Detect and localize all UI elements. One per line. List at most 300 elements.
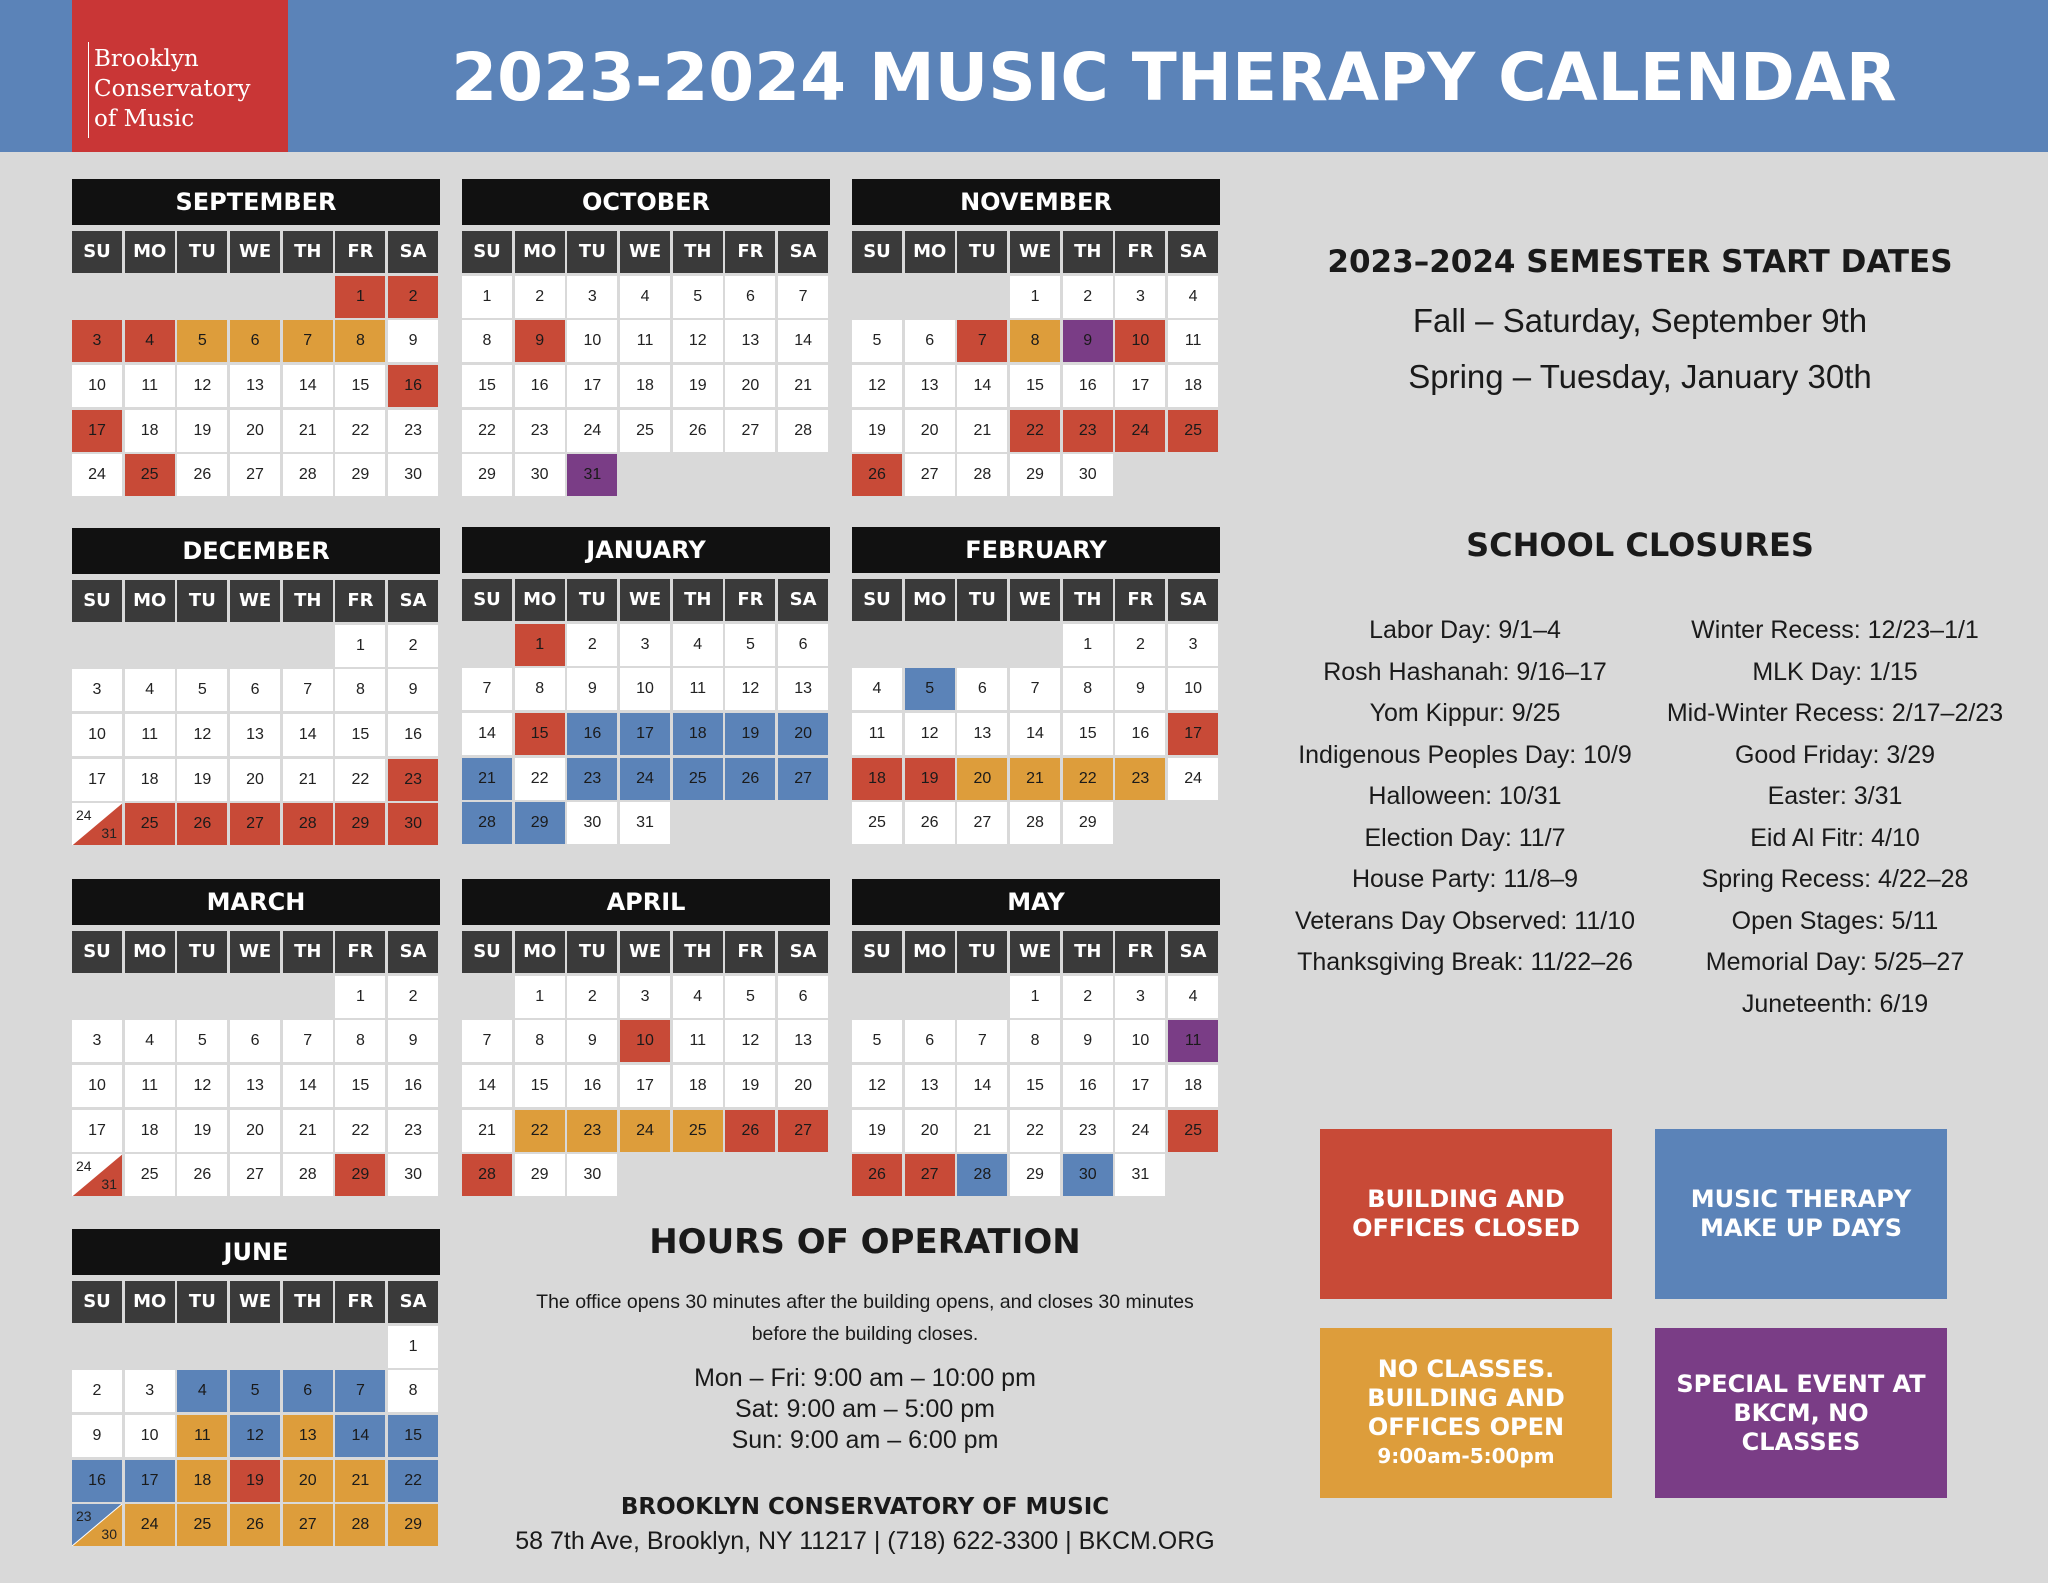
day-cell: 27 [230, 1154, 280, 1196]
closure-item: Spring Recess: 4/22–28 [1701, 865, 1969, 893]
day-cell: 2 [567, 976, 617, 1018]
month-june [72, 1229, 440, 1546]
day-cell: 8 [462, 320, 512, 362]
day-cell: 25 [852, 802, 902, 844]
day-cell: 21 [462, 758, 512, 800]
day-cell: 10 [1115, 320, 1165, 362]
weekday-header: FR [725, 579, 775, 621]
day-cell: 29 [335, 803, 385, 845]
day-cell: 19 [673, 365, 723, 407]
day-cell: 5 [177, 320, 227, 362]
day-cell: 26 [725, 1110, 775, 1152]
legend-no-classes-hours: 9:00am-5:00pm [1377, 1444, 1555, 1468]
weekday-header: TH [283, 1281, 333, 1323]
closure-item: Memorial Day: 5/25–27 [1705, 948, 1965, 976]
day-cell: 4 [125, 320, 175, 362]
day-cell: 9 [567, 1020, 617, 1062]
empty-cell [905, 976, 955, 1018]
day-cell: 5 [852, 320, 902, 362]
day-cell: 15 [1010, 365, 1060, 407]
day-cell: 21 [283, 759, 333, 801]
weekday-header: MO [905, 579, 955, 621]
empty-cell [72, 976, 122, 1018]
day-cell: 25 [125, 1154, 175, 1196]
day-cell: 17 [125, 1460, 175, 1502]
day-cell: 27 [778, 1110, 828, 1152]
day-cell: 13 [230, 714, 280, 756]
day-cell: 20 [283, 1460, 333, 1502]
day-cell: 3 [620, 624, 670, 666]
month-name: MAY [852, 879, 1220, 925]
closure-item: Good Friday: 3/29 [1734, 740, 1936, 769]
weekday-header: TH [1063, 931, 1113, 973]
empty-cell [125, 976, 175, 1018]
weekday-header: SA [778, 231, 828, 273]
day-cell: 20 [905, 1110, 955, 1152]
weekday-header: SU [72, 580, 122, 622]
weekday-header: WE [620, 931, 670, 973]
day-cell: 30 [388, 803, 438, 845]
day-cell: 7 [462, 668, 512, 710]
day-cell: 27 [283, 1504, 333, 1546]
empty-cell [852, 276, 902, 318]
closure-item: Indigenous Peoples Day: 10/9 [1298, 740, 1632, 769]
month-march [72, 879, 440, 1196]
day-cell: 7 [957, 1020, 1007, 1062]
day-cell: 2 [515, 276, 565, 318]
day-cell: 9 [1115, 668, 1165, 710]
day-cell: 12 [177, 1065, 227, 1107]
footer-org-name: BROOKLYN CONSERVATORY OF MUSIC [620, 1494, 1110, 1520]
footer-address: 58 7th Ave, Brooklyn, NY 11217 | (718) 622-3300 | BKCM.ORG [515, 1527, 1215, 1555]
weekday-header: SU [852, 231, 902, 273]
empty-cell [177, 1326, 227, 1368]
closures-title: SCHOOL CLOSURES [1466, 526, 1814, 564]
closure-item: House Party: 11/8–9 [1351, 865, 1579, 893]
day-cell: 2 [567, 624, 617, 666]
semester-spring: Spring – Tuesday, January 30th [1408, 358, 1872, 395]
weekday-header: MO [125, 1281, 175, 1323]
day-cell: 17 [567, 365, 617, 407]
day-cell: 28 [283, 1154, 333, 1196]
legend-make-up-label: MUSIC THERAPY MAKE UP DAYS [1690, 1185, 1912, 1242]
weekday-header: MO [125, 231, 175, 273]
day-cell: 5 [230, 1370, 280, 1412]
day-cell: 8 [1010, 1020, 1060, 1062]
weekday-header: SA [778, 931, 828, 973]
month-april [462, 879, 830, 1196]
weekday-header: WE [230, 580, 280, 622]
day-cell: 18 [673, 713, 723, 755]
hours-saturday: Sat: 9:00 am – 5:00 pm [735, 1395, 995, 1423]
month-grid [72, 1281, 440, 1546]
day-cell: 26 [177, 1154, 227, 1196]
day-cell: 12 [852, 365, 902, 407]
empty-cell [905, 276, 955, 318]
day-cell: 13 [778, 1020, 828, 1062]
weekday-header: WE [230, 931, 280, 973]
day-cell: 17 [620, 713, 670, 755]
weekday-header: FR [335, 231, 385, 273]
day-cell: 4 [125, 669, 175, 711]
day-cell: 4 [673, 624, 723, 666]
day-cell: 2 [1063, 276, 1113, 318]
day-cell: 13 [725, 320, 775, 362]
day-cell: 25 [1168, 410, 1218, 452]
day-cell: 19 [177, 410, 227, 452]
day-number: 24 [76, 1158, 92, 1175]
weekday-header: SA [388, 1281, 438, 1323]
day-cell: 26 [905, 802, 955, 844]
day-cell: 19 [725, 713, 775, 755]
day-cell: 13 [230, 1065, 280, 1107]
weekday-header: TU [177, 1281, 227, 1323]
day-cell: 15 [335, 714, 385, 756]
month-may [852, 879, 1220, 1196]
empty-cell [957, 976, 1007, 1018]
day-cell: 24 [1115, 1110, 1165, 1152]
day-cell: 6 [230, 669, 280, 711]
day-cell: 15 [335, 365, 385, 407]
weekday-header: TH [283, 580, 333, 622]
weekday-header: TU [177, 580, 227, 622]
month-name: SEPTEMBER [72, 179, 440, 225]
day-cell: 8 [335, 1020, 385, 1062]
day-cell: 6 [905, 1020, 955, 1062]
weekday-header: SU [462, 579, 512, 621]
day-cell: 20 [778, 713, 828, 755]
day-cell: 23 [1063, 1110, 1113, 1152]
weekday-header: FR [335, 931, 385, 973]
weekday-header: WE [1010, 231, 1060, 273]
empty-cell [283, 625, 333, 667]
day-cell: 21 [283, 410, 333, 452]
day-cell: 3 [72, 669, 122, 711]
day-cell: 23 [567, 1110, 617, 1152]
weekday-header: SU [852, 579, 902, 621]
legend-closed [1320, 1129, 1612, 1299]
day-cell: 30 [388, 1154, 438, 1196]
day-cell: 13 [778, 668, 828, 710]
weekday-header: SA [1168, 231, 1218, 273]
month-november [852, 179, 1220, 496]
day-cell: 16 [72, 1460, 122, 1502]
empty-cell [72, 625, 122, 667]
day-cell: 29 [1063, 802, 1113, 844]
weekday-header: FR [1115, 231, 1165, 273]
weekday-header: TU [567, 231, 617, 273]
day-cell: 31 [620, 802, 670, 844]
day-cell: 18 [177, 1460, 227, 1502]
day-cell: 5 [725, 976, 775, 1018]
day-cell: 8 [335, 320, 385, 362]
day-cell: 29 [515, 802, 565, 844]
semester-fall: Fall – Saturday, September 9th [1412, 302, 1868, 339]
month-grid [72, 931, 440, 1196]
day-cell: 10 [1168, 668, 1218, 710]
logo: Brooklyn Conservatory of Music [72, 0, 288, 152]
day-cell: 26 [725, 758, 775, 800]
day-cell: 14 [283, 1065, 333, 1107]
day-cell: 10 [72, 1065, 122, 1107]
weekday-header: MO [125, 580, 175, 622]
day-cell: 5 [177, 669, 227, 711]
day-cell: 15 [462, 365, 512, 407]
day-cell: 27 [230, 803, 280, 845]
day-cell: 5 [673, 276, 723, 318]
empty-cell [335, 1326, 385, 1368]
day-cell: 22 [1010, 410, 1060, 452]
empty-cell [125, 1326, 175, 1368]
day-cell: 22 [335, 759, 385, 801]
legend-special-event [1655, 1328, 1947, 1498]
day-cell: 29 [515, 1154, 565, 1196]
day-cell: 8 [388, 1370, 438, 1412]
weekday-header: WE [620, 231, 670, 273]
day-number: 23 [76, 1508, 92, 1525]
closure-item: Open Stages: 5/11 [1731, 906, 1939, 935]
empty-cell [905, 624, 955, 666]
day-cell: 6 [725, 276, 775, 318]
day-cell: 1 [335, 276, 385, 318]
day-cell: 15 [335, 1065, 385, 1107]
day-cell: 16 [388, 365, 438, 407]
weekday-header: MO [515, 579, 565, 621]
day-cell: 11 [125, 1065, 175, 1107]
day-cell: 9 [515, 320, 565, 362]
day-cell: 10 [1115, 1020, 1165, 1062]
day-cell: 14 [957, 1065, 1007, 1107]
day-cell: 9 [388, 320, 438, 362]
day-cell: 11 [125, 714, 175, 756]
day-cell: 17 [1168, 713, 1218, 755]
day-cell: 27 [957, 802, 1007, 844]
day-cell: 8 [515, 1020, 565, 1062]
weekday-header: MO [905, 931, 955, 973]
month-name: NOVEMBER [852, 179, 1220, 225]
day-cell: 21 [462, 1110, 512, 1152]
day-cell: 7 [283, 320, 333, 362]
legend-special-event-label: SPECIAL EVENT AT BKCM, NO CLASSES [1676, 1369, 1926, 1456]
day-cell: 20 [230, 1110, 280, 1152]
day-cell: 20 [230, 410, 280, 452]
day-cell: 5 [177, 1020, 227, 1062]
day-cell: 23 [388, 410, 438, 452]
day-cell: 6 [778, 976, 828, 1018]
day-cell: 27 [778, 758, 828, 800]
day-cell: 7 [335, 1370, 385, 1412]
weekday-header: SA [1168, 579, 1218, 621]
day-cell: 12 [852, 1065, 902, 1107]
day-cell: 16 [567, 713, 617, 755]
day-cell: 9 [72, 1415, 122, 1457]
day-cell: 30 [388, 454, 438, 496]
empty-cell [230, 1326, 280, 1368]
day-cell: 25 [620, 410, 670, 452]
month-grid [852, 231, 1220, 496]
day-cell: 28 [283, 454, 333, 496]
weekday-header: TH [673, 231, 723, 273]
day-cell: 7 [283, 1020, 333, 1062]
empty-cell [462, 976, 512, 1018]
day-cell: 21 [1010, 758, 1060, 800]
day-cell: 10 [125, 1415, 175, 1457]
day-cell: 9 [1063, 320, 1113, 362]
weekday-header: MO [515, 931, 565, 973]
day-cell: 18 [125, 410, 175, 452]
weekday-header: WE [620, 579, 670, 621]
day-cell: 15 [388, 1415, 438, 1457]
closure-item: Easter: 3/31 [1767, 782, 1903, 810]
closure-item: Labor Day: 9/1–4 [1369, 616, 1561, 644]
weekday-header: TU [957, 931, 1007, 973]
day-cell: 17 [620, 1065, 670, 1107]
month-grid [852, 579, 1220, 844]
day-cell: 3 [1115, 976, 1165, 1018]
day-cell: 3 [72, 320, 122, 362]
month-grid [72, 231, 440, 496]
weekday-header: TU [567, 931, 617, 973]
day-cell: 24 [620, 758, 670, 800]
weekday-header: FR [335, 580, 385, 622]
day-cell: 18 [852, 758, 902, 800]
weekday-header: FR [725, 931, 775, 973]
month-january [462, 527, 830, 844]
day-cell: 30 [567, 802, 617, 844]
day-cell: 16 [1063, 1065, 1113, 1107]
month-grid [462, 931, 830, 1196]
day-cell: 1 [1063, 624, 1113, 666]
day-cell: 16 [1063, 365, 1113, 407]
weekday-header: MO [125, 931, 175, 973]
day-cell: 9 [388, 669, 438, 711]
day-cell: 11 [1168, 320, 1218, 362]
day-cell: 18 [620, 365, 670, 407]
weekday-header: TH [1063, 231, 1113, 273]
empty-cell [957, 624, 1007, 666]
day-cell: 28 [1010, 802, 1060, 844]
day-cell: 22 [462, 410, 512, 452]
day-cell: 24 [1168, 758, 1218, 800]
day-cell: 22 [1063, 758, 1113, 800]
weekday-header: SU [72, 1281, 122, 1323]
day-cell: 25 [673, 1110, 723, 1152]
day-cell: 11 [620, 320, 670, 362]
empty-cell [230, 625, 280, 667]
day-cell: 12 [905, 713, 955, 755]
day-cell: 14 [462, 713, 512, 755]
empty-cell [177, 276, 227, 318]
day-cell: 20 [725, 365, 775, 407]
day-cell: 31 [1115, 1154, 1165, 1196]
closure-item: Winter Recess: 12/23–1/1 [1691, 616, 1979, 644]
day-cell: 26 [673, 410, 723, 452]
weekday-header: TH [1063, 579, 1113, 621]
day-cell: 30 [515, 454, 565, 496]
weekday-header: SU [852, 931, 902, 973]
day-cell: 16 [1115, 713, 1165, 755]
day-cell: 10 [72, 365, 122, 407]
day-cell: 11 [125, 365, 175, 407]
day-cell: 11 [1168, 1020, 1218, 1062]
month-december [72, 528, 440, 845]
weekday-header: TU [957, 231, 1007, 273]
weekday-header: TH [673, 931, 723, 973]
weekday-header: SA [1168, 931, 1218, 973]
day-cell: 16 [388, 714, 438, 756]
day-cell: 4 [125, 1020, 175, 1062]
closure-item: Halloween: 10/31 [1368, 782, 1562, 810]
day-cell: 13 [283, 1415, 333, 1457]
day-cell: 18 [125, 1110, 175, 1152]
weekday-header: TU [567, 579, 617, 621]
day-cell: 21 [335, 1460, 385, 1502]
day-cell: 6 [230, 320, 280, 362]
day-cell: 18 [1168, 1065, 1218, 1107]
day-cell: 7 [283, 669, 333, 711]
day-cell: 23 [388, 759, 438, 801]
day-cell: 4 [673, 976, 723, 1018]
empty-cell [72, 276, 122, 318]
day-cell: 14 [462, 1065, 512, 1107]
day-cell: 30 [567, 1154, 617, 1196]
day-cell: 29 [462, 454, 512, 496]
closure-item: Eid Al Fitr: 4/10 [1750, 823, 1920, 852]
legend-no-classes [1320, 1328, 1612, 1498]
month-name: JANUARY [462, 527, 830, 573]
day-cell: 25 [1168, 1110, 1218, 1152]
day-cell: 23 [1115, 758, 1165, 800]
day-cell: 4 [1168, 976, 1218, 1018]
weekday-header: TH [283, 231, 333, 273]
day-cell: 12 [230, 1415, 280, 1457]
weekday-header: TH [673, 579, 723, 621]
weekday-header: WE [1010, 931, 1060, 973]
day-cell: 17 [72, 1110, 122, 1152]
month-september [72, 179, 440, 496]
empty-cell [177, 976, 227, 1018]
day-cell: 19 [852, 1110, 902, 1152]
hours-note: The office opens 30 minutes after the building opens, and closes 30 minutes before the building closes. [536, 1291, 1194, 1345]
day-cell: 26 [852, 1154, 902, 1196]
day-cell: 27 [905, 454, 955, 496]
day-cell: 4 [1168, 276, 1218, 318]
day-cell: 25 [673, 758, 723, 800]
day-cell: 10 [620, 668, 670, 710]
day-cell: 28 [462, 1154, 512, 1196]
weekday-header: TU [957, 579, 1007, 621]
day-cell: 19 [905, 758, 955, 800]
month-grid [852, 931, 1220, 1196]
day-number: 31 [101, 1176, 117, 1193]
day-cell: 20 [905, 410, 955, 452]
day-cell: 10 [72, 714, 122, 756]
day-cell: 21 [778, 365, 828, 407]
weekday-header: WE [230, 1281, 280, 1323]
day-cell: 28 [957, 454, 1007, 496]
day-cell: 28 [462, 802, 512, 844]
closures-left-list [1265, 610, 1665, 984]
day-cell: 11 [852, 713, 902, 755]
page-title: 2023-2024 MUSIC THERAPY CALENDAR [451, 39, 1897, 116]
month-grid [462, 231, 830, 496]
month-name: MARCH [72, 879, 440, 925]
day-cell: 26 [177, 454, 227, 496]
day-cell: 14 [1010, 713, 1060, 755]
day-cell: 15 [515, 713, 565, 755]
day-cell: 27 [905, 1154, 955, 1196]
day-cell: 19 [230, 1460, 280, 1502]
